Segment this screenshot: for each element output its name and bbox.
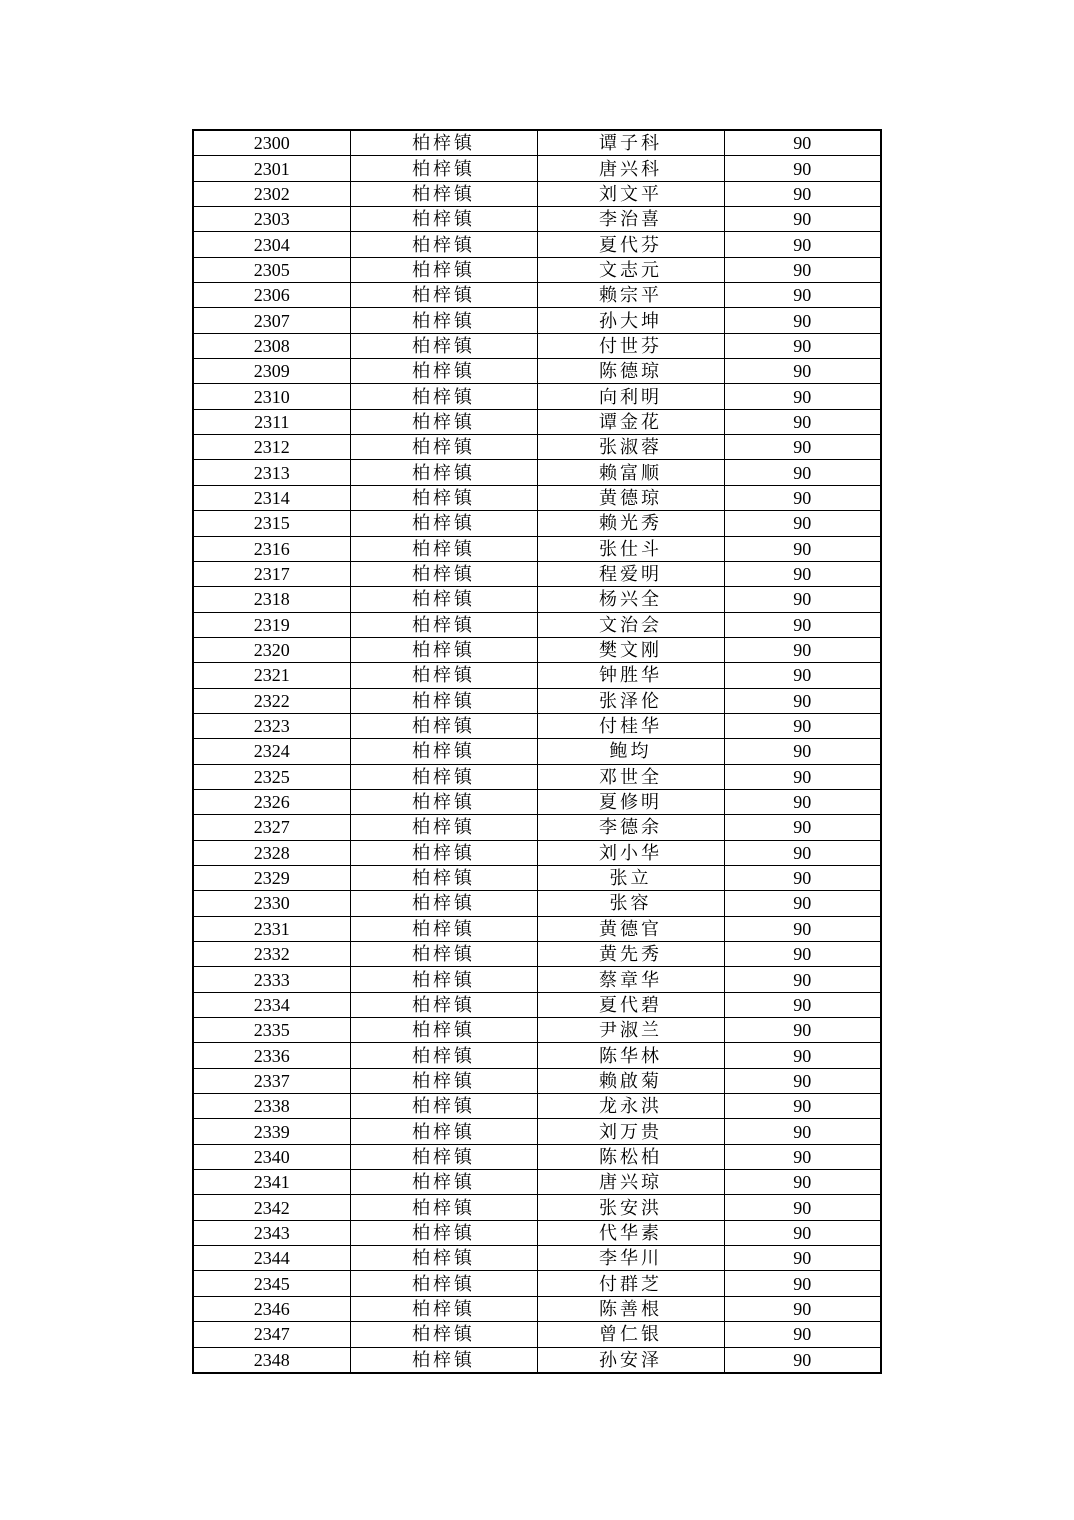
amount-cell: 90: [724, 511, 881, 536]
person-name-cell: 黄先秀: [537, 942, 724, 967]
table-row: [193, 1195, 881, 1220]
row-number-cell: 2323: [193, 713, 350, 738]
person-name-cell: 陈德琼: [537, 359, 724, 384]
table-row: [193, 587, 881, 612]
town-cell: 柏梓镇: [350, 1170, 537, 1195]
amount-cell: 90: [724, 865, 881, 890]
amount-cell: 90: [724, 789, 881, 814]
amount-cell: 90: [724, 207, 881, 232]
table-row: [193, 891, 881, 916]
amount-cell: 90: [724, 1170, 881, 1195]
table-row: [193, 612, 881, 637]
amount-cell: 90: [724, 130, 881, 156]
town-cell: 柏梓镇: [350, 1246, 537, 1271]
town-cell: 柏梓镇: [350, 409, 537, 434]
town-cell: 柏梓镇: [350, 713, 537, 738]
amount-cell: 90: [724, 181, 881, 206]
amount-cell: 90: [724, 713, 881, 738]
person-name-cell: 李治喜: [537, 207, 724, 232]
person-name-cell: 孙大坤: [537, 308, 724, 333]
amount-cell: 90: [724, 587, 881, 612]
table-row: [193, 156, 881, 181]
row-number-cell: 2316: [193, 536, 350, 561]
town-cell: 柏梓镇: [350, 663, 537, 688]
amount-cell: 90: [724, 1271, 881, 1296]
amount-cell: 90: [724, 460, 881, 485]
amount-cell: 90: [724, 536, 881, 561]
row-number-cell: 2314: [193, 485, 350, 510]
roster-table: [192, 129, 882, 1374]
row-number-cell: 2310: [193, 384, 350, 409]
row-number-cell: 2343: [193, 1220, 350, 1245]
table-row: [193, 967, 881, 992]
person-name-cell: 黄德官: [537, 916, 724, 941]
person-name-cell: 谭子科: [537, 130, 724, 156]
town-cell: 柏梓镇: [350, 359, 537, 384]
town-cell: 柏梓镇: [350, 1094, 537, 1119]
town-cell: 柏梓镇: [350, 232, 537, 257]
amount-cell: 90: [724, 967, 881, 992]
row-number-cell: 2307: [193, 308, 350, 333]
row-number-cell: 2328: [193, 840, 350, 865]
person-name-cell: 夏代碧: [537, 992, 724, 1017]
amount-cell: 90: [724, 1296, 881, 1321]
row-number-cell: 2303: [193, 207, 350, 232]
person-name-cell: 代华素: [537, 1220, 724, 1245]
row-number-cell: 2345: [193, 1271, 350, 1296]
table-row: [193, 384, 881, 409]
town-cell: 柏梓镇: [350, 384, 537, 409]
amount-cell: 90: [724, 435, 881, 460]
person-name-cell: 尹淑兰: [537, 1018, 724, 1043]
town-cell: 柏梓镇: [350, 789, 537, 814]
table-row: [193, 257, 881, 282]
amount-cell: 90: [724, 283, 881, 308]
town-cell: 柏梓镇: [350, 485, 537, 510]
row-number-cell: 2340: [193, 1144, 350, 1169]
table-row: [193, 232, 881, 257]
person-name-cell: 张仕斗: [537, 536, 724, 561]
town-cell: 柏梓镇: [350, 942, 537, 967]
person-name-cell: 唐兴科: [537, 156, 724, 181]
table-row: [193, 789, 881, 814]
row-number-cell: 2308: [193, 333, 350, 358]
row-number-cell: 2324: [193, 739, 350, 764]
amount-cell: 90: [724, 1094, 881, 1119]
row-number-cell: 2309: [193, 359, 350, 384]
amount-cell: 90: [724, 1347, 881, 1373]
amount-cell: 90: [724, 257, 881, 282]
row-number-cell: 2306: [193, 283, 350, 308]
person-name-cell: 夏代芬: [537, 232, 724, 257]
person-name-cell: 刘万贵: [537, 1119, 724, 1144]
town-cell: 柏梓镇: [350, 637, 537, 662]
table-row: [193, 1119, 881, 1144]
town-cell: 柏梓镇: [350, 435, 537, 460]
table-row: [193, 561, 881, 586]
table-row: [193, 688, 881, 713]
town-cell: 柏梓镇: [350, 992, 537, 1017]
person-name-cell: 张泽伦: [537, 688, 724, 713]
amount-cell: 90: [724, 612, 881, 637]
table-row: [193, 1246, 881, 1271]
row-number-cell: 2326: [193, 789, 350, 814]
table-row: [193, 663, 881, 688]
amount-cell: 90: [724, 384, 881, 409]
town-cell: 柏梓镇: [350, 283, 537, 308]
person-name-cell: 文治会: [537, 612, 724, 637]
town-cell: 柏梓镇: [350, 967, 537, 992]
table-row: [193, 1170, 881, 1195]
table-row: [193, 359, 881, 384]
person-name-cell: 刘小华: [537, 840, 724, 865]
amount-cell: 90: [724, 409, 881, 434]
person-name-cell: 张立: [537, 865, 724, 890]
amount-cell: 90: [724, 1119, 881, 1144]
town-cell: 柏梓镇: [350, 460, 537, 485]
town-cell: 柏梓镇: [350, 1119, 537, 1144]
table-row: [193, 1271, 881, 1296]
amount-cell: 90: [724, 232, 881, 257]
table-row: [193, 1347, 881, 1373]
person-name-cell: 蔡章华: [537, 967, 724, 992]
row-number-cell: 2334: [193, 992, 350, 1017]
table-row: [193, 1322, 881, 1347]
town-cell: 柏梓镇: [350, 207, 537, 232]
town-cell: 柏梓镇: [350, 1322, 537, 1347]
table-row: [193, 1068, 881, 1093]
town-cell: 柏梓镇: [350, 840, 537, 865]
town-cell: 柏梓镇: [350, 764, 537, 789]
person-name-cell: 邓世全: [537, 764, 724, 789]
row-number-cell: 2336: [193, 1043, 350, 1068]
person-name-cell: 夏修明: [537, 789, 724, 814]
row-number-cell: 2333: [193, 967, 350, 992]
row-number-cell: 2305: [193, 257, 350, 282]
person-name-cell: 唐兴琼: [537, 1170, 724, 1195]
person-name-cell: 付世芬: [537, 333, 724, 358]
town-cell: 柏梓镇: [350, 333, 537, 358]
row-number-cell: 2302: [193, 181, 350, 206]
row-number-cell: 2337: [193, 1068, 350, 1093]
amount-cell: 90: [724, 561, 881, 586]
table-row: [193, 942, 881, 967]
row-number-cell: 2331: [193, 916, 350, 941]
table-row: [193, 713, 881, 738]
amount-cell: 90: [724, 688, 881, 713]
person-name-cell: 李德余: [537, 815, 724, 840]
person-name-cell: 谭金花: [537, 409, 724, 434]
row-number-cell: 2313: [193, 460, 350, 485]
table-row: [193, 536, 881, 561]
amount-cell: 90: [724, 916, 881, 941]
row-number-cell: 2329: [193, 865, 350, 890]
town-cell: 柏梓镇: [350, 1296, 537, 1321]
amount-cell: 90: [724, 1322, 881, 1347]
amount-cell: 90: [724, 663, 881, 688]
person-name-cell: 付桂华: [537, 713, 724, 738]
town-cell: 柏梓镇: [350, 308, 537, 333]
person-name-cell: 孙安泽: [537, 1347, 724, 1373]
town-cell: 柏梓镇: [350, 561, 537, 586]
table-row: [193, 1018, 881, 1043]
roster-table-body: [193, 130, 881, 1373]
row-number-cell: 2321: [193, 663, 350, 688]
row-number-cell: 2339: [193, 1119, 350, 1144]
amount-cell: 90: [724, 1043, 881, 1068]
amount-cell: 90: [724, 1195, 881, 1220]
town-cell: 柏梓镇: [350, 865, 537, 890]
town-cell: 柏梓镇: [350, 536, 537, 561]
town-cell: 柏梓镇: [350, 1347, 537, 1373]
row-number-cell: 2311: [193, 409, 350, 434]
amount-cell: 90: [724, 308, 881, 333]
town-cell: 柏梓镇: [350, 130, 537, 156]
person-name-cell: 李华川: [537, 1246, 724, 1271]
amount-cell: 90: [724, 1018, 881, 1043]
table-row: [193, 815, 881, 840]
row-number-cell: 2346: [193, 1296, 350, 1321]
table-row: [193, 1220, 881, 1245]
table-row: [193, 1043, 881, 1068]
table-row: [193, 865, 881, 890]
amount-cell: 90: [724, 1246, 881, 1271]
person-name-cell: 陈松柏: [537, 1144, 724, 1169]
amount-cell: 90: [724, 764, 881, 789]
table-row: [193, 409, 881, 434]
table-row: [193, 333, 881, 358]
amount-cell: 90: [724, 1068, 881, 1093]
table-row: [193, 637, 881, 662]
town-cell: 柏梓镇: [350, 587, 537, 612]
person-name-cell: 陈善根: [537, 1296, 724, 1321]
person-name-cell: 陈华林: [537, 1043, 724, 1068]
town-cell: 柏梓镇: [350, 739, 537, 764]
row-number-cell: 2335: [193, 1018, 350, 1043]
town-cell: 柏梓镇: [350, 1195, 537, 1220]
table-row: [193, 435, 881, 460]
town-cell: 柏梓镇: [350, 156, 537, 181]
amount-cell: 90: [724, 840, 881, 865]
town-cell: 柏梓镇: [350, 1144, 537, 1169]
person-name-cell: 付群芝: [537, 1271, 724, 1296]
row-number-cell: 2320: [193, 637, 350, 662]
table-row: [193, 485, 881, 510]
amount-cell: 90: [724, 637, 881, 662]
row-number-cell: 2325: [193, 764, 350, 789]
amount-cell: 90: [724, 815, 881, 840]
row-number-cell: 2312: [193, 435, 350, 460]
amount-cell: 90: [724, 942, 881, 967]
person-name-cell: 赖光秀: [537, 511, 724, 536]
amount-cell: 90: [724, 1144, 881, 1169]
amount-cell: 90: [724, 992, 881, 1017]
table-row: [193, 1094, 881, 1119]
person-name-cell: 樊文刚: [537, 637, 724, 662]
town-cell: 柏梓镇: [350, 1018, 537, 1043]
table-row: [193, 207, 881, 232]
amount-cell: 90: [724, 485, 881, 510]
table-row: [193, 840, 881, 865]
row-number-cell: 2344: [193, 1246, 350, 1271]
town-cell: 柏梓镇: [350, 1220, 537, 1245]
row-number-cell: 2342: [193, 1195, 350, 1220]
amount-cell: 90: [724, 156, 881, 181]
town-cell: 柏梓镇: [350, 1068, 537, 1093]
table-row: [193, 1296, 881, 1321]
row-number-cell: 2330: [193, 891, 350, 916]
row-number-cell: 2315: [193, 511, 350, 536]
table-row: [193, 739, 881, 764]
person-name-cell: 曾仁银: [537, 1322, 724, 1347]
person-name-cell: 赖啟菊: [537, 1068, 724, 1093]
person-name-cell: 文志元: [537, 257, 724, 282]
table-row: [193, 181, 881, 206]
row-number-cell: 2300: [193, 130, 350, 156]
person-name-cell: 龙永洪: [537, 1094, 724, 1119]
row-number-cell: 2341: [193, 1170, 350, 1195]
row-number-cell: 2332: [193, 942, 350, 967]
person-name-cell: 鲍均: [537, 739, 724, 764]
person-name-cell: 赖宗平: [537, 283, 724, 308]
town-cell: 柏梓镇: [350, 815, 537, 840]
row-number-cell: 2327: [193, 815, 350, 840]
amount-cell: 90: [724, 739, 881, 764]
person-name-cell: 钟胜华: [537, 663, 724, 688]
row-number-cell: 2322: [193, 688, 350, 713]
town-cell: 柏梓镇: [350, 257, 537, 282]
table-row: [193, 308, 881, 333]
amount-cell: 90: [724, 359, 881, 384]
row-number-cell: 2301: [193, 156, 350, 181]
person-name-cell: 向利明: [537, 384, 724, 409]
table-row: [193, 764, 881, 789]
person-name-cell: 张容: [537, 891, 724, 916]
person-name-cell: 刘文平: [537, 181, 724, 206]
row-number-cell: 2304: [193, 232, 350, 257]
town-cell: 柏梓镇: [350, 612, 537, 637]
town-cell: 柏梓镇: [350, 1271, 537, 1296]
person-name-cell: 程爱明: [537, 561, 724, 586]
table-row: [193, 1144, 881, 1169]
row-number-cell: 2319: [193, 612, 350, 637]
row-number-cell: 2318: [193, 587, 350, 612]
person-name-cell: 赖富顺: [537, 460, 724, 485]
town-cell: 柏梓镇: [350, 916, 537, 941]
table-row: [193, 130, 881, 156]
person-name-cell: 张淑蓉: [537, 435, 724, 460]
table-row: [193, 511, 881, 536]
person-name-cell: 张安洪: [537, 1195, 724, 1220]
row-number-cell: 2348: [193, 1347, 350, 1373]
town-cell: 柏梓镇: [350, 181, 537, 206]
town-cell: 柏梓镇: [350, 688, 537, 713]
table-row: [193, 916, 881, 941]
amount-cell: 90: [724, 1220, 881, 1245]
row-number-cell: 2317: [193, 561, 350, 586]
person-name-cell: 杨兴全: [537, 587, 724, 612]
row-number-cell: 2347: [193, 1322, 350, 1347]
town-cell: 柏梓镇: [350, 891, 537, 916]
amount-cell: 90: [724, 891, 881, 916]
amount-cell: 90: [724, 333, 881, 358]
table-row: [193, 283, 881, 308]
table-row: [193, 992, 881, 1017]
town-cell: 柏梓镇: [350, 511, 537, 536]
table-row: [193, 460, 881, 485]
row-number-cell: 2338: [193, 1094, 350, 1119]
town-cell: 柏梓镇: [350, 1043, 537, 1068]
person-name-cell: 黄德琼: [537, 485, 724, 510]
